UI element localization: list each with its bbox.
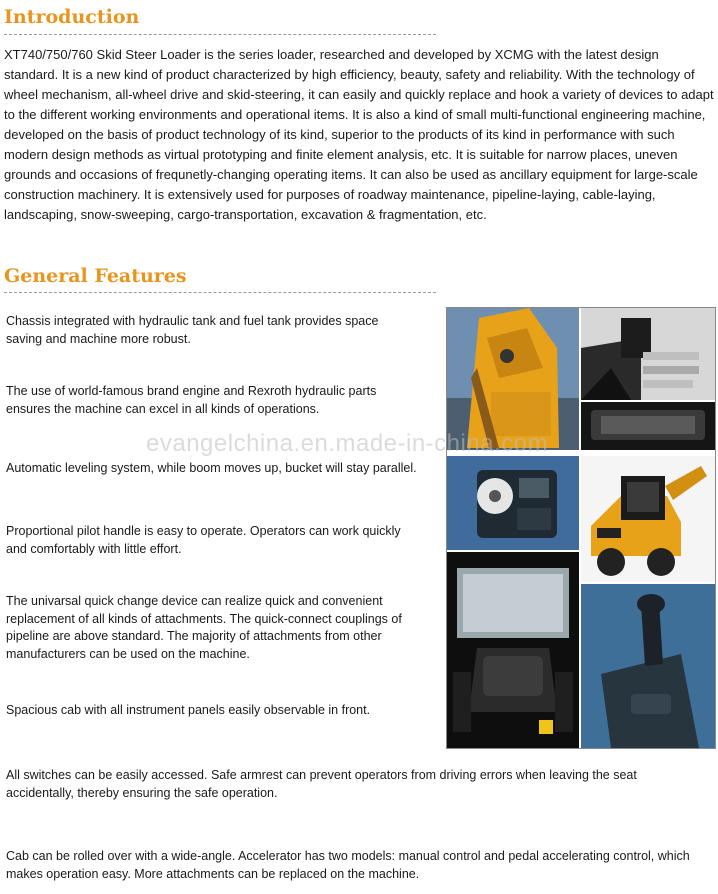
watermark: evangelchina.en.made-in-china.com bbox=[146, 430, 549, 457]
feature-item-engine: The use of world-famous brand engine and Rexroth hydraulic parts ensures the machine can excel in all kinds of operations. bbox=[6, 384, 377, 416]
features-heading: General Features bbox=[4, 265, 187, 287]
cab-detail-photo bbox=[581, 402, 715, 450]
introduction-divider bbox=[4, 34, 436, 35]
cab-interior-photo bbox=[447, 552, 579, 748]
hydraulic-couplings-photo bbox=[581, 308, 715, 400]
introduction-text: XT740/750/760 Skid Steer Loader is the series loader, researched and developed by XCMG with the latest design standard. It is a new kind of product characterized by high efficiency, beauty, safety and reliability. With the technology of wheel mechanism, all-wheel drive and skid-steering, it can easily and quickly replace and hook a variety of devices to adapt to the different working environments and operational items. It is also a kind of small multi-functional engineering machine, developed on the basis of product technology of its kind, superior to the products of its kind in performance with such modern design methods as virtual prototyping and finite element analysis, etc. It is suitable for narrow places, uneven grounds and occasions of frequnetly-changing operating items. It can also be used as ancillary equipment for large-scale construction machinery. It is extensively used for purposes of roadway maintenance, pipeline-laying, cable-laying, landscaping, snow-sweeping, cargo-transportation, excavation & fragmentation, etc. bbox=[4, 47, 714, 222]
skid-steer-loader-photo bbox=[581, 456, 715, 582]
chassis-boom-photo bbox=[447, 308, 579, 450]
feature-photo-collage bbox=[446, 307, 716, 749]
introduction-heading: Introduction bbox=[4, 6, 140, 28]
feature-item-chassis: Chassis integrated with hydraulic tank and fuel tank provides space saving and machine more robust. bbox=[6, 314, 379, 346]
feature-item-pilot-handle: Proportional pilot handle is easy to operate. Operators can work quickly and comfortably with little effort. bbox=[6, 524, 401, 556]
feature-item-cab: Spacious cab with all instrument panels easily observable in front. bbox=[6, 703, 371, 717]
feature-item-rollover: Cab can be rolled over with a wide-angle. Accelerator has two models: manual control and pedal accelerating control, which makes operation easy. More attachments can be replaced on the machine. bbox=[6, 849, 690, 881]
feature-item-quick-change: The univarsal quick change device can realize quick and convenient replacement of all kinds of attachments. The quick-connect couplings of pipeline are above standard. The majority of attachments from other manufacturers can be used on the machine. bbox=[6, 594, 402, 661]
pilot-joystick-photo bbox=[581, 584, 715, 748]
feature-item-leveling: Automatic leveling system, while boom moves up, bucket will stay parallel. bbox=[6, 461, 417, 475]
engine-photo bbox=[447, 456, 579, 550]
features-divider bbox=[4, 292, 436, 293]
feature-item-switches: All switches can be easily accessed. Safe armrest can prevent operators from driving errors when leaving the seat accidentally, thereby ensuring the safe operation. bbox=[6, 768, 637, 800]
